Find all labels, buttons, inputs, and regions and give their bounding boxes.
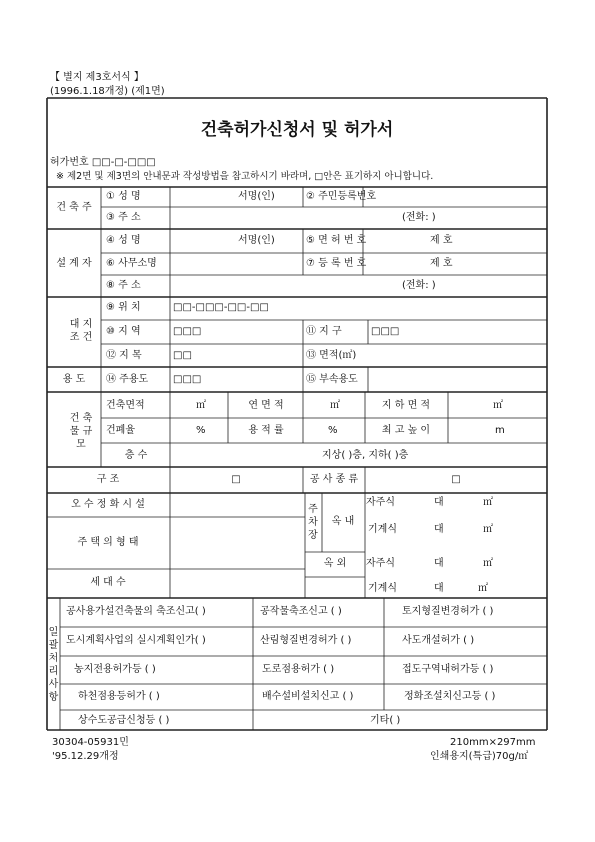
designer-license-label: ⑤ 면 허 번 호: [306, 235, 367, 246]
bundle-item[interactable]: 토지형질변경허가 ( ): [402, 606, 494, 617]
sub-use-label: ⑮ 부속용도: [306, 374, 358, 385]
work-type-box[interactable]: □: [451, 474, 461, 485]
designer-phone[interactable]: (전화: ): [402, 280, 436, 291]
bundle-item[interactable]: 배수설비설치신고 ( ): [262, 691, 354, 702]
outdoor-mech-m2: ㎡: [478, 583, 488, 594]
outdoor-self-label: 자주식: [366, 558, 395, 569]
coverage-unit: %: [196, 425, 206, 436]
indoor-self-unit: 대: [434, 497, 444, 508]
basement-area-label: 지 하 면 적: [381, 400, 431, 411]
bundle-item[interactable]: 공작물축조신고 ( ): [260, 606, 342, 617]
far-label: 용 적 률: [248, 425, 284, 436]
outdoor-self-unit: 대: [434, 558, 444, 569]
designer-reg-label: ⑦ 등 록 번 호: [306, 258, 367, 269]
scale-section-label: 건 축 물 규 모: [69, 413, 93, 450]
site-location-value[interactable]: □□-□□□-□□-□□: [173, 302, 269, 313]
housing-type-label: 주 택 의 형 태: [77, 537, 139, 548]
owner-rrn-label: ② 주민등록번호: [306, 191, 377, 202]
floor-area-unit: ㎡: [330, 400, 340, 411]
designer-reg-no[interactable]: 제 호: [430, 258, 453, 269]
designer-name-label: ④ 성 명: [106, 235, 141, 246]
designer-address-label: ⑧ 주 소: [106, 280, 141, 291]
floors-value[interactable]: 지상( )층, 지하( )층: [322, 450, 409, 461]
form-date: '95.12.29개정: [52, 751, 119, 762]
site-land-value[interactable]: □□: [173, 350, 192, 361]
indoor-self-label: 자주식: [366, 497, 395, 508]
structure-box[interactable]: □: [231, 474, 241, 485]
households-label: 세 대 수: [90, 577, 126, 588]
owner-name-label: ① 성 명: [106, 191, 141, 202]
designer-section-label: 설 계 자: [56, 258, 92, 269]
bundle-item[interactable]: 정화조설치신고등 ( ): [404, 691, 496, 702]
basement-area-unit: ㎡: [493, 400, 503, 411]
form-code: 30304-05931민: [52, 737, 129, 748]
site-area-label: ⑩ 지 역: [106, 326, 141, 337]
main-use-value[interactable]: □□□: [173, 374, 202, 385]
annex-label: 【 별지 제3호서식 】: [50, 72, 144, 83]
bundle-item[interactable]: 산림형질변경허가 ( ): [260, 635, 352, 646]
coverage-label: 건폐율: [106, 425, 135, 436]
site-area-value[interactable]: □□□: [173, 326, 202, 337]
work-type-label: 공 사 종 류: [309, 474, 359, 485]
far-unit: %: [328, 425, 338, 436]
owner-phone[interactable]: (전화: ): [402, 212, 436, 223]
bundle-item[interactable]: 도로점용허가 ( ): [262, 664, 335, 675]
parking-indoor-label: 옥 내: [331, 516, 355, 527]
bundle-item[interactable]: 도시계획사업의 실시계획인가( ): [66, 635, 206, 646]
septic-label: 오 수 정 화 시 설: [71, 499, 145, 510]
designer-office-label: ⑥ 사무소명: [106, 258, 157, 269]
bundle-item[interactable]: 사도개설허가 ( ): [402, 635, 475, 646]
bundle-item[interactable]: 상수도공급신청등 ( ): [78, 715, 170, 726]
bundle-item[interactable]: 공사용가설건축물의 축조신고( ): [66, 606, 206, 617]
site-land-label: ⑫ 지 목: [106, 350, 142, 361]
site-district-label: ⑪ 지 구: [306, 326, 342, 337]
site-location-label: ⑨ 위 치: [106, 302, 141, 313]
designer-signature[interactable]: 서명(인): [238, 235, 275, 246]
bundle-item[interactable]: 기타( ): [370, 715, 401, 726]
main-use-label: ⑭ 주용도: [106, 374, 149, 385]
owner-signature[interactable]: 서명(인): [238, 191, 275, 202]
site-section-label: 대 지 조 건: [69, 319, 93, 343]
outdoor-mech-label: 기계식: [368, 583, 397, 594]
owner-address-label: ③ 주 소: [106, 212, 141, 223]
paper-size: 210mm×297mm: [450, 737, 536, 748]
floors-label: 층 수: [124, 450, 148, 461]
bldg-area-label: 건축면적: [106, 400, 145, 411]
structure-label: 구 조: [96, 474, 120, 485]
bldg-area-unit: ㎡: [196, 400, 206, 411]
max-height-unit: m: [495, 425, 505, 436]
indoor-mech-unit: 대: [434, 524, 444, 535]
owner-section-label: 건 축 주: [56, 202, 92, 213]
indoor-mech-m2: ㎡: [483, 524, 493, 535]
parking-outdoor-label: 옥 외: [323, 558, 347, 569]
outdoor-self-m2: ㎡: [483, 558, 493, 569]
indoor-self-m2: ㎡: [483, 497, 493, 508]
parking-label: 주 차 장: [308, 504, 318, 541]
site-district-value[interactable]: □□□: [371, 326, 400, 337]
bundle-item[interactable]: 농지전용허가등 ( ): [74, 664, 156, 675]
permit-number: 허가번호 □□-□-□□□: [50, 157, 156, 168]
designer-license-no[interactable]: 제 호: [430, 235, 453, 246]
site-size-label: ⑬ 면적(㎡): [306, 350, 357, 361]
indoor-mech-label: 기계식: [368, 524, 397, 535]
revision-label: (1996.1.18개정) (제1면): [50, 86, 165, 97]
floor-area-label: 연 면 적: [248, 400, 284, 411]
instruction-note: ※ 제2면 및 제3면의 안내문과 작성방법을 참고하시기 바라며, □안은 표기하지 아니합니다.: [56, 171, 434, 182]
bundle-item[interactable]: 접도구역내허가등 ( ): [402, 664, 494, 675]
max-height-label: 최 고 높 이: [381, 425, 431, 436]
use-section-label: 용 도: [62, 374, 86, 385]
outdoor-mech-unit: 대: [434, 583, 444, 594]
bundle-section-label: 일 괄 처 리 사 항: [48, 627, 59, 703]
paper-spec: 인쇄용지(특급)70g/㎡: [430, 751, 529, 762]
form-title: 건축허가신청서 및 허가서: [200, 120, 394, 140]
bundle-item[interactable]: 하천점용등허가 ( ): [78, 691, 160, 702]
